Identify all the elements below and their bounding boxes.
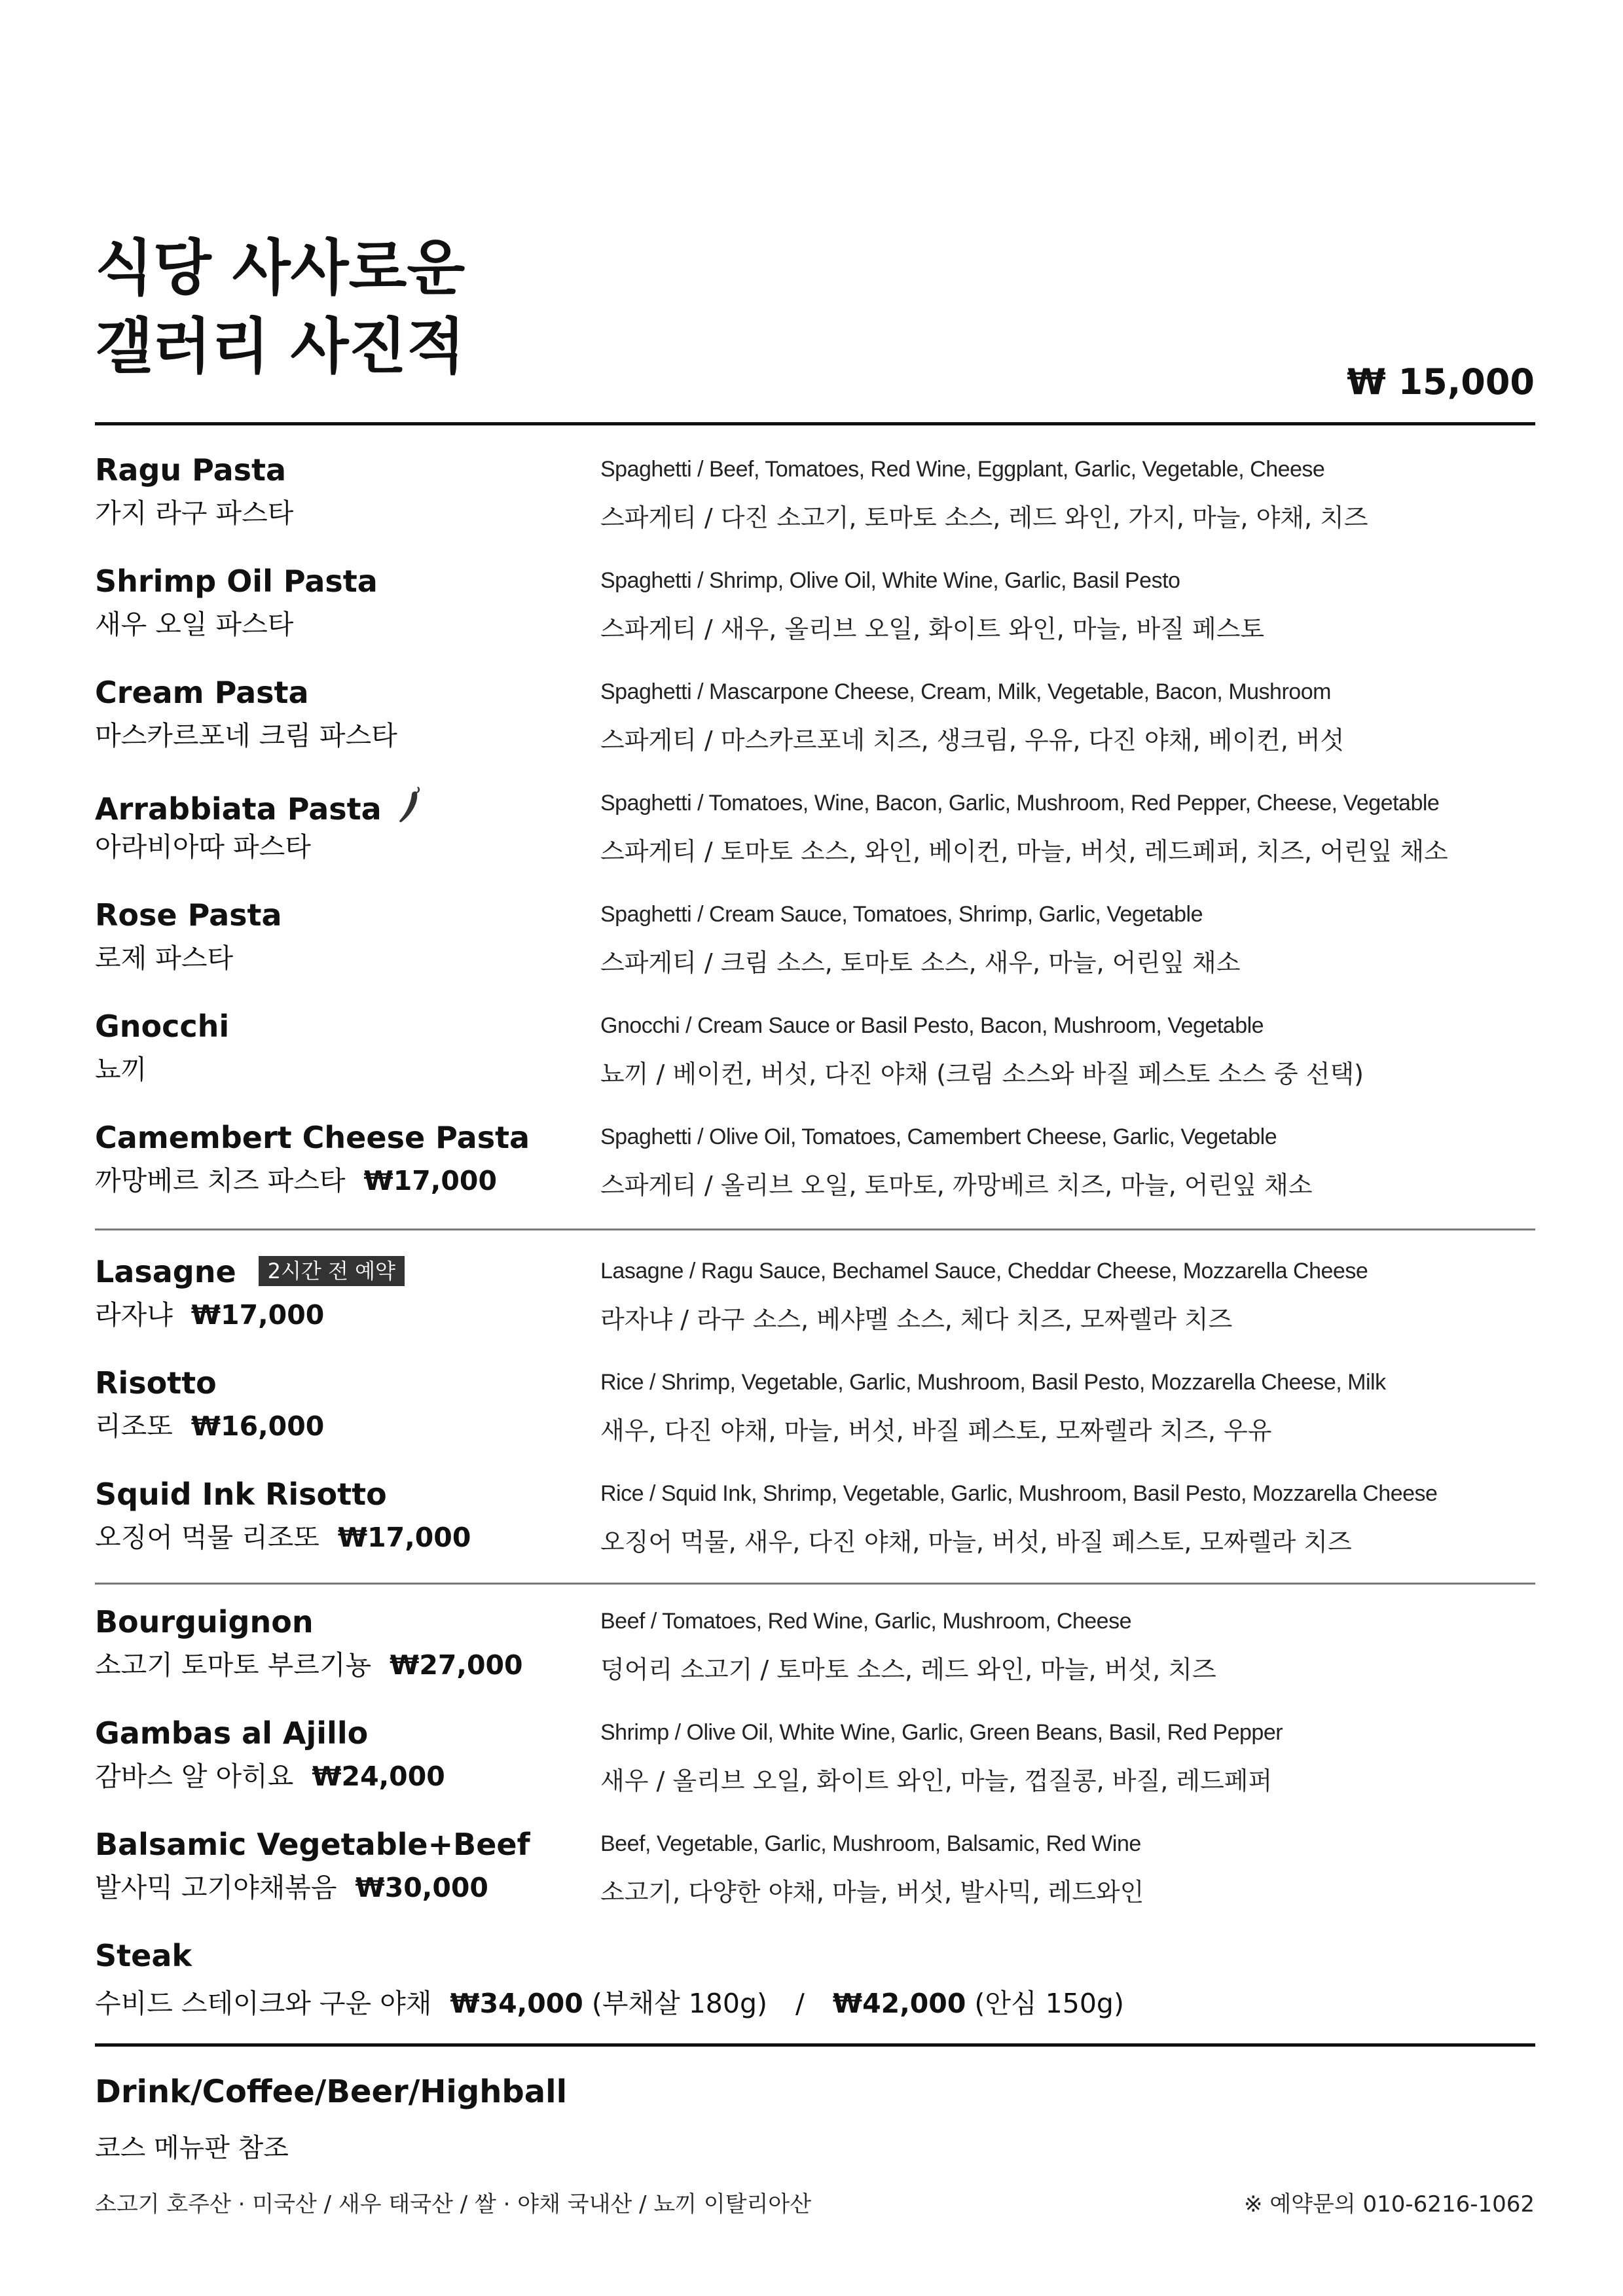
item-name-en-row [95,785,422,831]
item-name-en: Risotto [95,1365,217,1401]
item-desc-en: Spaghetti / Beef, Tomatoes, Red Wine, Eggplant, Garlic, Vegetable, Cheese [600,457,1325,482]
item-desc-en: Spaghetti / Olive Oil, Tomatoes, Camembert Cheese, Garlic, Vegetable [600,1124,1277,1149]
item-price: ₩17,000 [191,1299,325,1331]
section-divider [95,1229,1535,1230]
item-price: ₩24,000 [312,1761,445,1792]
item-price: ₩17,000 [337,1522,471,1553]
item-price: ₩27,000 [390,1649,523,1681]
item-name-en: Arrabbiata Pasta [95,791,382,827]
item-name-en: Steak [95,1938,192,1973]
title-line-2: 갤러리 사진적 [95,312,465,382]
item-desc-ko: 덩어리 소고기 / 토마토 소스, 레드 와인, 마늘, 버섯, 치즈 [600,1655,1216,1684]
item-desc-en: Rice / Squid Ink, Shrimp, Vegetable, Garlic, Mushroom, Basil Pesto, Mozzarella Cheese [600,1481,1438,1506]
item-name-en: Gambas al Ajillo [95,1715,369,1751]
restaurant-title [95,229,465,386]
item-name-ko-row [95,1871,488,1905]
item-desc-en: Rice / Shrimp, Vegetable, Garlic, Mushroom, Basil Pesto, Mozzarella Cheese, Milk [600,1370,1386,1395]
item-desc-en: Spaghetti / Mascarpone Cheese, Cream, Milk, Vegetable, Bacon, Mushroom [600,679,1331,704]
item-name-en: Cream Pasta [95,675,309,710]
chili-pepper-icon [399,785,422,831]
item-desc-ko: 라자냐 / 라구 소스, 베샤멜 소스, 체다 치즈, 모짜렐라 치즈 [600,1305,1233,1334]
item-name-ko: 리조또 [95,1410,173,1442]
menu-item-shrimp-oil-pasta [95,563,1535,661]
item-desc-en: Lasagne / Ragu Sauce, Bechamel Sauce, Cheddar Cheese, Mozzarella Cheese [600,1259,1368,1283]
item-desc-ko: 스파게티 / 크림 소스, 토마토 소스, 새우, 마늘, 어린잎 채소 [600,948,1241,977]
title-line-1: 식당 사사로운 [95,233,465,303]
item-name-ko: 마스카르포네 크림 파스타 [95,720,397,751]
item-desc-en: Spaghetti / Cream Sauce, Tomatoes, Shrimp, Garlic, Vegetable [600,902,1203,927]
item-desc-en: Spaghetti / Shrimp, Olive Oil, White Wine, Garlic, Basil Pesto [600,568,1180,593]
item-desc-en: Gnocchi / Cream Sauce or Basil Pesto, Bacon, Mushroom, Vegetable [600,1013,1264,1038]
item-name-ko: 소고기 토마토 부르기뇽 [95,1649,372,1681]
steak-cut-1: (부채살 180g) [591,1988,767,2019]
header-divider [95,422,1535,425]
item-price: ₩16,000 [191,1410,325,1442]
item-name-ko: 까망베르 치즈 파스타 [95,1165,346,1196]
item-desc-ko: 새우 / 올리브 오일, 화이트 와인, 마늘, 껍질콩, 바질, 레드페퍼 [600,1767,1273,1795]
menu-item-bourguignon [95,1604,1535,1702]
item-desc-ko: 스파게티 / 올리브 오일, 토마토, 까망베르 치즈, 마늘, 어린잎 채소 [600,1171,1313,1200]
item-name-en: Shrimp Oil Pasta [95,564,378,599]
menu-item-arrabbiata-pasta [95,785,1535,884]
item-name-ko: 뇨끼 [95,1054,147,1085]
item-name-ko: 가지 라구 파스타 [95,497,294,529]
item-name-ko-row [95,1759,445,1793]
item-name-ko: 새우 오일 파스타 [95,609,294,640]
drinks-subtitle: 코스 메뉴판 참조 [95,2133,289,2163]
item-price: ₩17,000 [363,1165,497,1196]
menu-item-gnocchi [95,1008,1535,1106]
menu-item-cream-pasta [95,674,1535,772]
item-desc-en: Shrimp / Olive Oil, White Wine, Garlic, Green Beans, Basil, Red Pepper [600,1720,1283,1745]
item-desc-ko: 새우, 다진 야채, 마늘, 버섯, 바질 페스토, 모짜렐라 치즈, 우유 [600,1416,1272,1445]
item-desc-ko: 스파게티 / 마스카르포네 치즈, 생크림, 우유, 다진 야채, 베이컨, 버섯 [600,726,1345,755]
item-desc-ko: 소고기, 다양한 야채, 마늘, 버섯, 발사믹, 레드와인 [600,1878,1144,1907]
item-name-ko-row [95,1648,523,1682]
base-price: ₩ 15,000 [1347,361,1535,403]
item-name-en: Rose Pasta [95,897,282,933]
item-name-en: Lasagne [95,1254,236,1289]
item-desc-ko: 오징어 먹물, 새우, 다진 야채, 마늘, 버섯, 바질 페스토, 모짜렐라 치즈 [600,1528,1352,1556]
item-desc-ko: 뇨끼 / 베이컨, 버섯, 다진 야채 (크림 소스와 바질 페스토 소스 중 선택) [600,1060,1364,1088]
price-separator: / [795,1988,805,2019]
item-price: ₩30,000 [355,1872,488,1903]
item-name-ko: 수비드 스테이크와 구운 야채 [95,1988,432,2019]
item-name-en: Camembert Cheese Pasta [95,1120,530,1155]
steak-price-2: ₩42,000 [832,1988,966,2019]
menu-item-lasagne [95,1253,1535,1352]
item-name-en: Ragu Pasta [95,452,287,488]
item-name-ko: 라자냐 [95,1299,173,1331]
menu-item-rose-pasta [95,897,1535,995]
reservation-contact: ※ 예약문의 010-6216-1062 [1244,2191,1535,2217]
steak-price-1: ₩34,000 [450,1988,583,2019]
item-name-en-row [95,1253,405,1290]
item-name-ko-row [95,1520,471,1554]
item-desc-ko: 스파게티 / 다진 소고기, 토마토 소스, 레드 와인, 가지, 마늘, 야채, 치즈 [600,503,1368,532]
item-desc-en: Spaghetti / Tomatoes, Wine, Bacon, Garlic, Mushroom, Red Pepper, Cheese, Vegetable [600,791,1440,816]
footer-divider [95,2043,1535,2047]
steak-options [95,1982,1124,2020]
item-name-en: Squid Ink Risotto [95,1477,387,1512]
item-name-en: Gnocchi [95,1009,230,1044]
menu-item-steak [95,1937,1535,2036]
item-name-ko-row [95,1409,324,1443]
drinks-title: Drink/Coffee/Beer/Highball [95,2073,568,2110]
item-name-en: Bourguignon [95,1604,314,1640]
origin-note: 소고기 호주산 · 미국산 / 새우 태국산 / 쌀 · 야채 국내산 / 뇨끼 이탈리아산 [95,2191,812,2217]
item-name-ko: 오징어 먹물 리조또 [95,1522,319,1553]
steak-cut-2: (안심 150g) [974,1988,1124,2019]
item-name-ko: 발사믹 고기야채볶음 [95,1872,337,1903]
menu-item-risotto [95,1365,1535,1463]
item-name-ko: 로제 파스타 [95,942,234,974]
section-divider [95,1583,1535,1585]
menu-item-squid-ink-risotto [95,1476,1535,1574]
reservation-badge: 2시간 전 예약 [259,1256,405,1286]
item-desc-en: Beef / Tomatoes, Red Wine, Garlic, Mushroom, Cheese [600,1609,1132,1634]
item-desc-ko: 스파게티 / 새우, 올리브 오일, 화이트 와인, 마늘, 바질 페스토 [600,615,1265,643]
item-name-en: Balsamic Vegetable+Beef [95,1827,530,1862]
item-name-ko: 감바스 알 아히요 [95,1761,294,1792]
menu-item-gambas-al-ajillo [95,1715,1535,1813]
item-name-ko-row [95,1298,324,1332]
item-desc-ko: 스파게티 / 토마토 소스, 와인, 베이컨, 마늘, 버섯, 레드페퍼, 치즈, 어린잎 채소 [600,837,1448,866]
item-name-ko: 아라비아따 파스타 [95,831,311,863]
menu-item-camembert-cheese-pasta [95,1119,1535,1217]
item-desc-en: Beef, Vegetable, Garlic, Mushroom, Balsamic, Red Wine [600,1831,1141,1856]
item-name-ko-row [95,1164,497,1198]
menu-item-balsamic-vegetable-beef [95,1826,1535,1924]
menu-item-ragu-pasta [95,452,1535,550]
